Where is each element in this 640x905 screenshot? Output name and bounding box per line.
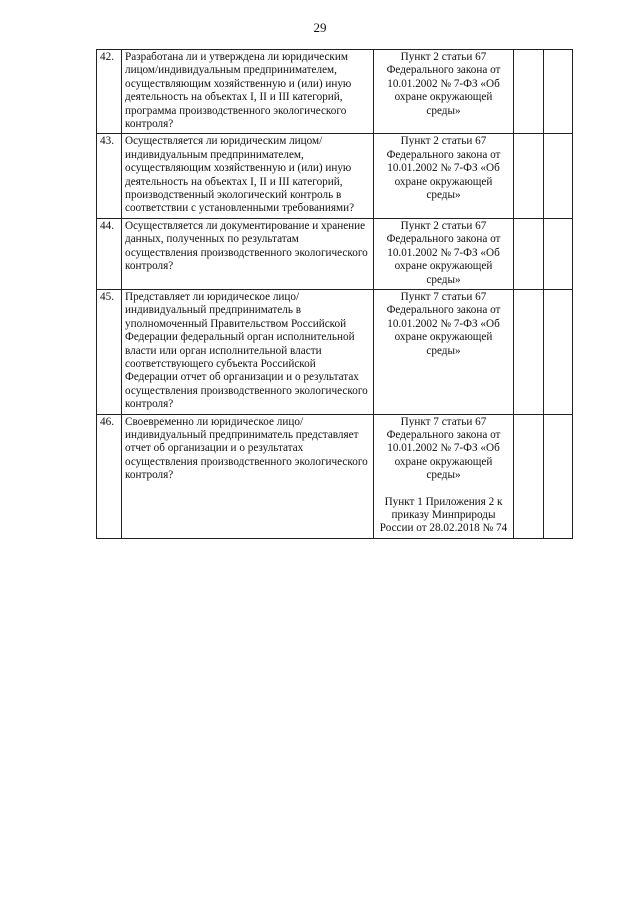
note-cell (544, 50, 573, 134)
row-number: 44. (97, 218, 122, 289)
legal-reference: Пункт 2 статьи 67 Федерального закона от 10.01.2002 № 7-ФЗ «Об охране окружающей среды» (386, 51, 501, 117)
table-row (97, 414, 573, 538)
row-number: 43. (97, 134, 122, 218)
note-cell (544, 289, 573, 414)
note-cell (544, 218, 573, 289)
note-cell (544, 414, 573, 538)
legal-reference-cell (374, 289, 514, 414)
page-number: 29 (313, 20, 327, 35)
legal-reference: Пункт 2 статьи 67 Федерального закона от 10.01.2002 № 7-ФЗ «Об охране окружающей среды» (386, 135, 501, 202)
question-cell: Разработана ли и утверждена ли юридическим лицом/индивидуальным предпринимателем, осуществляющим хозяйственную и (или) иную деятельность на объектах I, II и III категорий, программа производственного экологического контроля? (122, 50, 374, 134)
legal-reference-cell (374, 134, 514, 218)
question-cell: Осуществляется ли юридическим лицом/ индивидуальным предпринимателем, осуществляющим хозяйственную и (или) иную деятельность на объектах I, II и III категорий, производственный экологический контроль в соответствии с установленными требованиями? (122, 134, 374, 218)
row-number: 42. (97, 50, 122, 134)
row-number: 46. (97, 414, 122, 538)
legal-reference-cell (374, 414, 514, 538)
legal-reference: Пункт 7 статьи 67 Федерального закона от 10.01.2002 № 7-ФЗ «Об охране окружающей среды» (386, 415, 501, 482)
question-cell: Осуществляется ли документирование и хранение данных, полученных по результатам осуществления производственного экологического контроля? (122, 218, 374, 289)
question-cell: Представляет ли юридическое лицо/ индивидуальный предприниматель в уполномоченный Правительством Российской Федерации федеральный орган исполнительной власти или орган исполнительной власти соответствующего субъекта Российской Федерации отчет об организации и о результатах осуществления производственного экологического контроля? (122, 289, 374, 414)
note-cell (544, 134, 573, 218)
legal-reference: Пункт 1 Приложения 2 к приказу Минприроды России от 28.02.2018 № 74 (379, 495, 508, 535)
row-number: 45. (97, 289, 122, 414)
answer-cell (514, 414, 544, 538)
legal-reference: Пункт 2 статьи 67 Федерального закона от 10.01.2002 № 7-ФЗ «Об охране окружающей среды» (386, 219, 501, 286)
checklist-table (96, 49, 573, 539)
legal-reference-cell (374, 50, 514, 134)
table-row (97, 289, 573, 414)
answer-cell (514, 289, 544, 414)
table-row (97, 50, 573, 134)
answer-cell (514, 218, 544, 289)
question-cell: Своевременно ли юридическое лицо/ индивидуальный предприниматель представляет отчет об организации и о результатах осуществления производственного экологического контроля? (122, 414, 374, 538)
table-row (97, 218, 573, 289)
table-row (97, 134, 573, 218)
legal-reference-cell (374, 218, 514, 289)
answer-cell (514, 50, 544, 134)
answer-cell (514, 134, 544, 218)
legal-reference: Пункт 7 статьи 67 Федерального закона от 10.01.2002 № 7-ФЗ «Об охране окружающей среды» (386, 290, 501, 357)
